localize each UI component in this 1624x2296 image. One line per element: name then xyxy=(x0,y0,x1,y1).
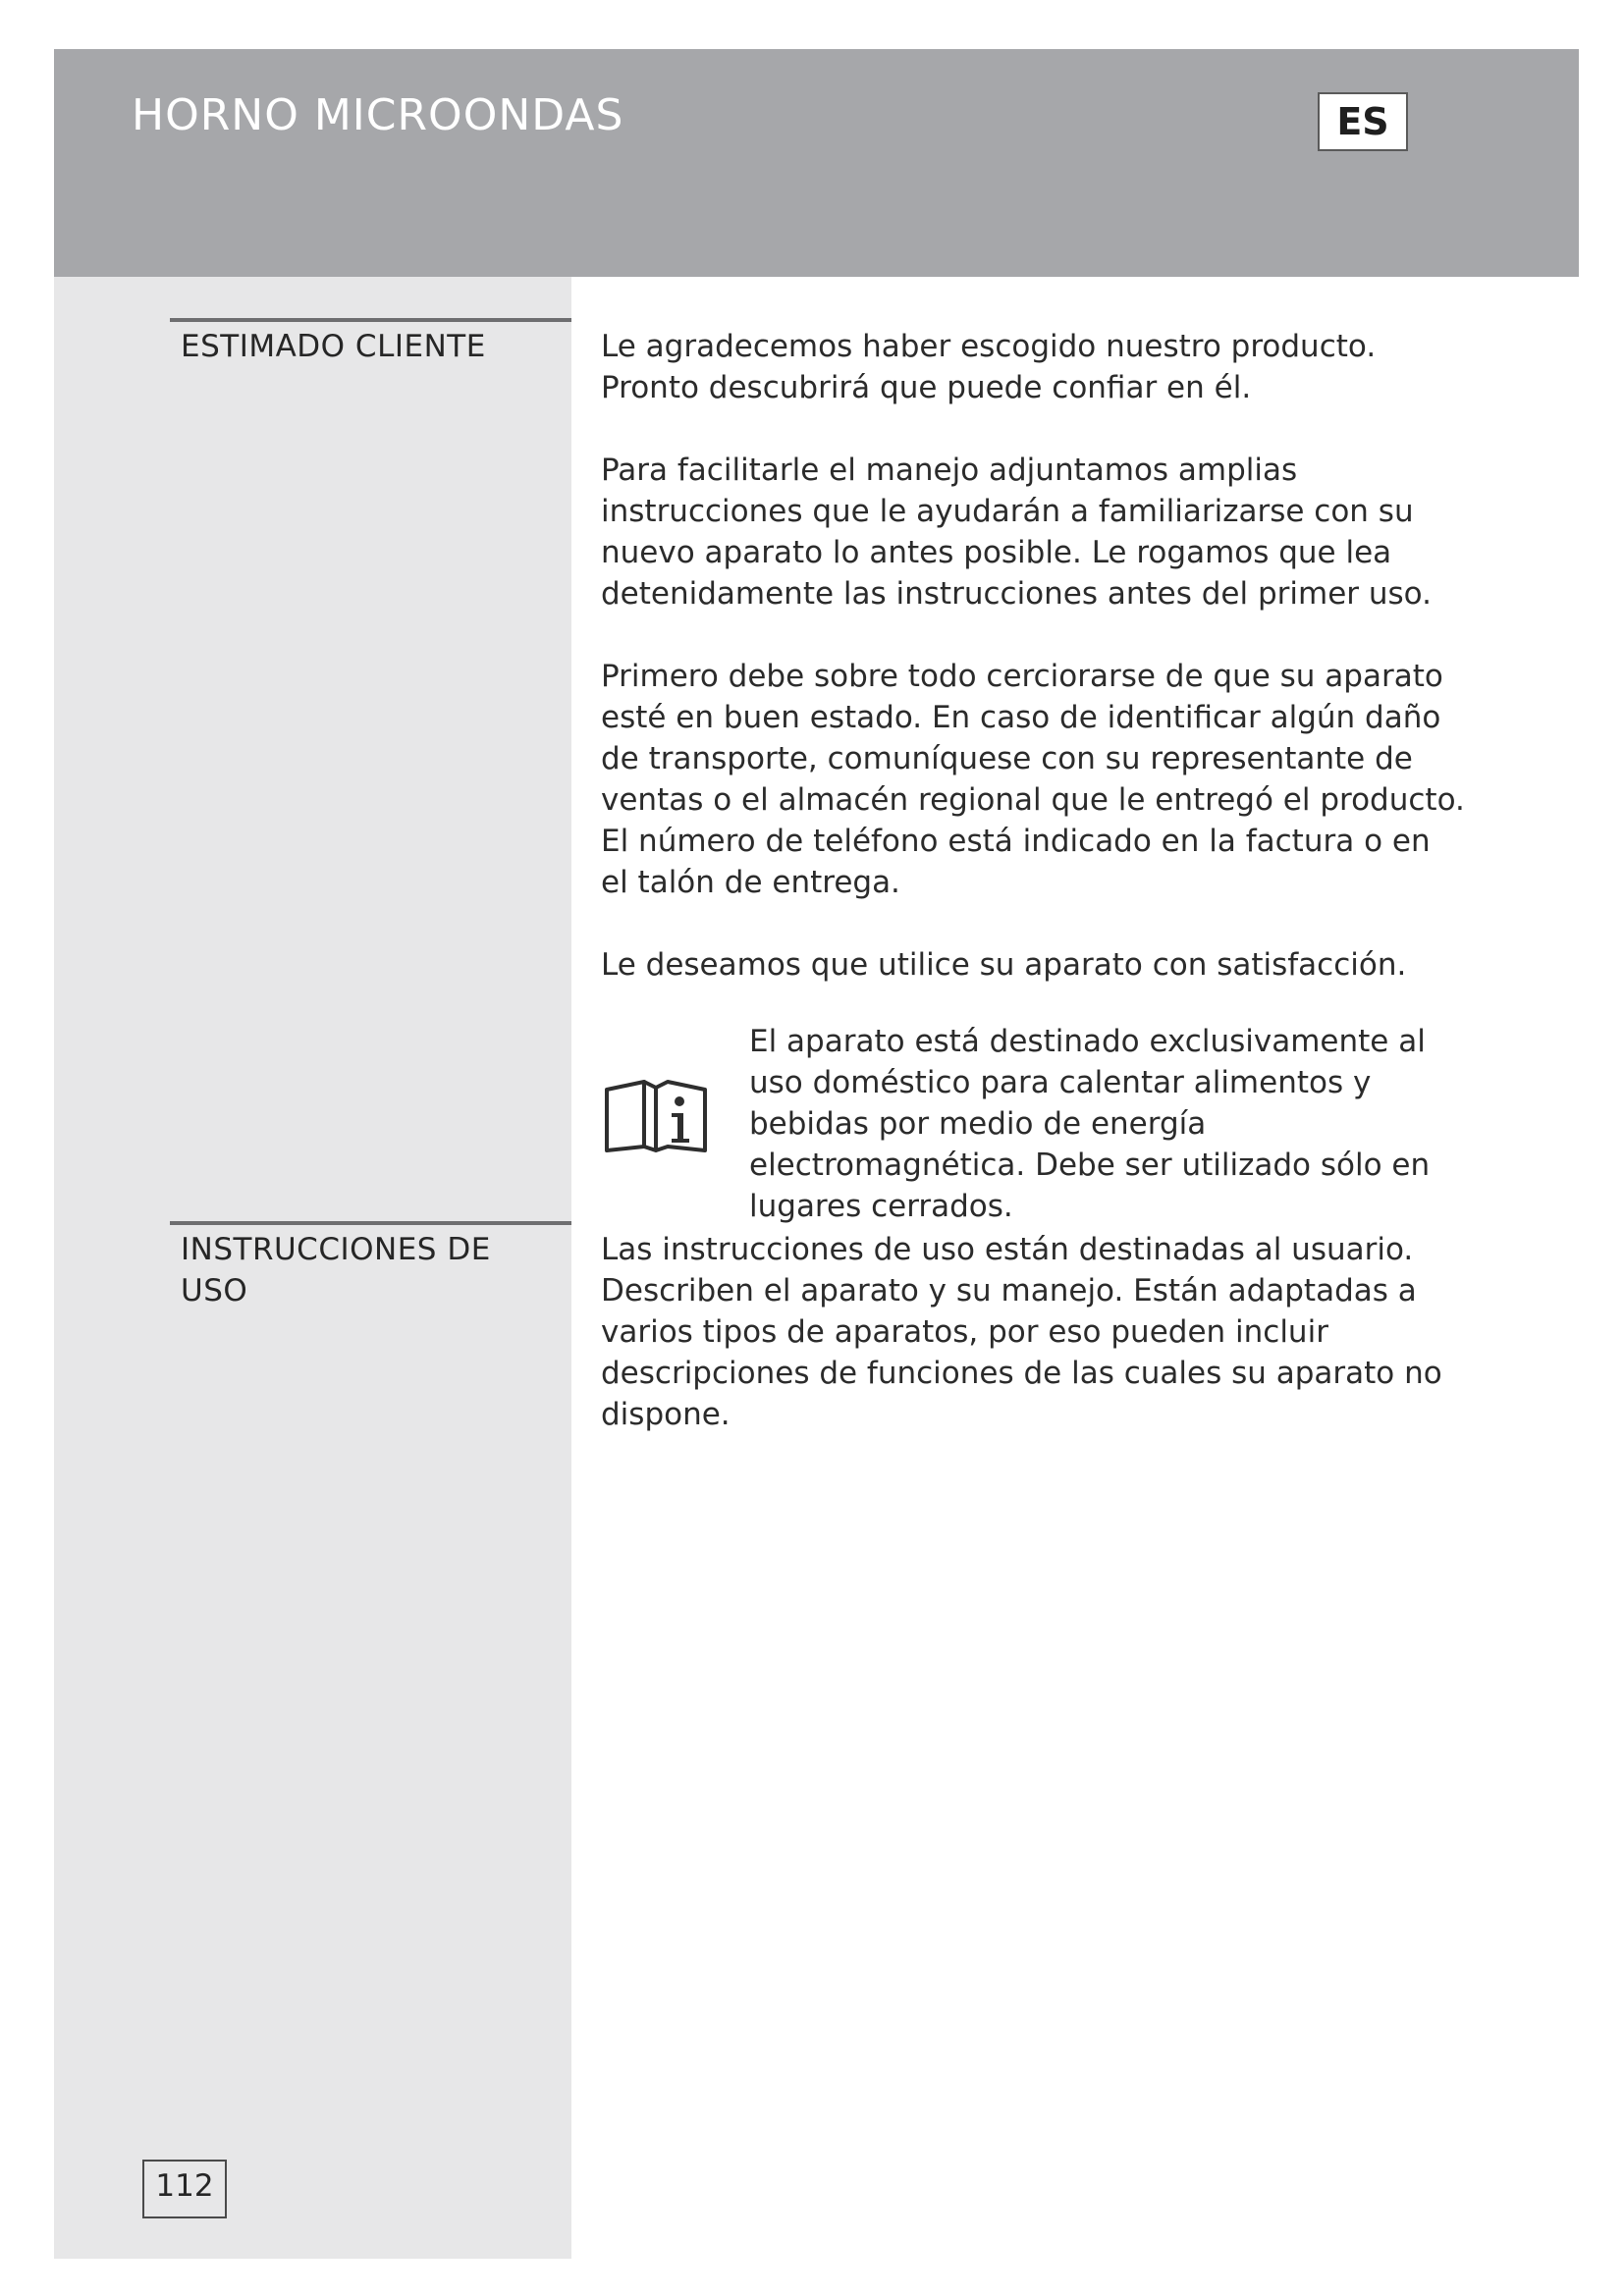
section-divider xyxy=(170,318,571,322)
section-heading-instrucciones-de-uso: INSTRUCCIONES DE USO xyxy=(181,1232,491,1308)
book-info-icon xyxy=(603,1072,709,1154)
page-title: HORNO MICROONDAS xyxy=(132,90,624,140)
paragraph-wishes: Le deseamos que utilice su aparato con satisfacción. xyxy=(601,947,1407,983)
paragraph-inspection: Primero debe sobre todo cerciorarse de que su aparato esté en buen estado. En caso de identificar algún daño de transporte, comuníquese con su representante de ventas o el almacén regional que le entregó el producto. El número de teléfono está indicado en la factura o en el talón de entrega. xyxy=(601,659,1465,900)
language-badge: ES xyxy=(1318,92,1408,151)
paragraph-usage: Las instrucciones de uso están destinadas al usuario. Describen el aparato y su manejo. Están adaptadas a varios tipos de aparatos, por eso pueden incluir descripciones de funciones de las cuales su aparato no dispone. xyxy=(601,1232,1442,1432)
section-heading-estimado-cliente: ESTIMADO CLIENTE xyxy=(181,329,486,364)
page-number: 112 xyxy=(142,2160,227,2218)
paragraph-intro: Le agradecemos haber escogido nuestro producto. Pronto descubrirá que puede confiar en él. xyxy=(601,329,1377,405)
page-header xyxy=(54,49,1579,277)
section-divider xyxy=(170,1221,571,1225)
paragraph-instructions: Para facilitarle el manejo adjuntamos amplias instrucciones que le ayudarán a familiarizarse con su nuevo aparato lo antes posible. Le rogamos que lea detenidamente las instrucciones antes del primer uso. xyxy=(601,453,1432,612)
note-intended-use: El aparato está destinado exclusivamente al uso doméstico para calentar alimentos y bebidas por medio de energía electromagnética. Debe ser utilizado sólo en lugares cerrados. xyxy=(749,1024,1431,1224)
